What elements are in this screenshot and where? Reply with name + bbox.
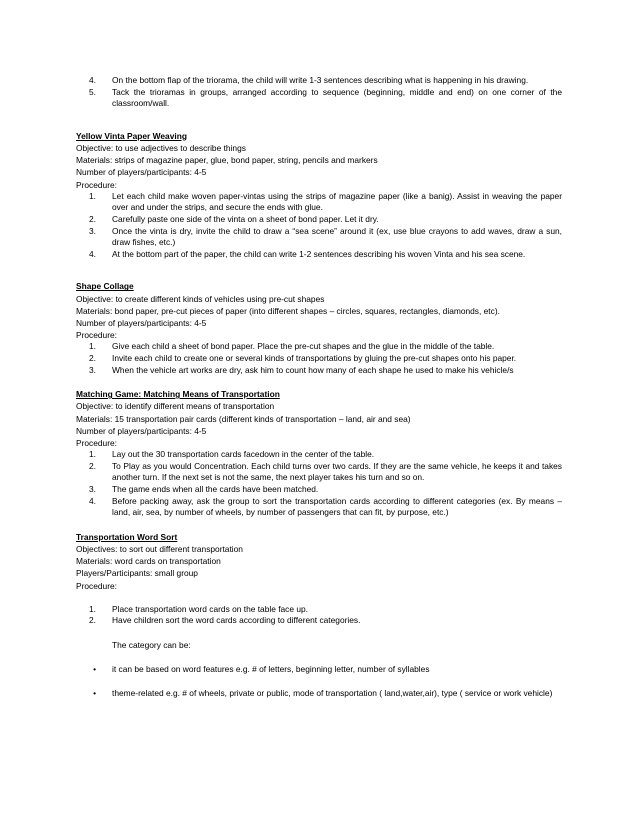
list-text: Lay out the 30 transportation cards facedown in the center of the table. bbox=[112, 449, 375, 460]
category-intro: The category can be: bbox=[112, 639, 191, 650]
list-item bbox=[76, 341, 562, 353]
list-item bbox=[76, 353, 562, 365]
section-line: Number of players/participants: 4-5 bbox=[76, 167, 207, 178]
list-text: When the vehicle art works are dry, ask him to count how many of each shape he used to make his vehicle/s bbox=[112, 364, 514, 375]
section-line: Materials: word cards on transportation bbox=[76, 556, 221, 567]
section-line: Materials: strips of magazine paper, glue, bond paper, string, pencils and markers bbox=[76, 155, 378, 166]
list-number: 3. bbox=[89, 483, 96, 494]
section-line: Number of players/participants: 4-5 bbox=[76, 425, 207, 436]
list-text: Once the vinta is dry, invite the child to draw a “sea scene” around it (ex, use blue crayons to add waves, draw a sun, draw fishes, etc.) bbox=[112, 225, 562, 248]
section-line: Objective: to identify different means of transportation bbox=[76, 401, 275, 412]
list-item bbox=[76, 449, 562, 461]
list-number: 4. bbox=[89, 495, 96, 506]
section-matching-game bbox=[76, 388, 562, 519]
list-text: Invite each child to create one or several kinds of transportations by gluing the pre-cut shapes onto his paper. bbox=[112, 352, 517, 363]
list-number: 3. bbox=[89, 364, 96, 375]
list-number: 1. bbox=[89, 603, 96, 614]
list-text: Before packing away, ask the group to sort the transportation cards according to different categories (ex. By means – land, air, sea, by number of wheels, by number of passengers that can fit, by purpose, etc.) bbox=[112, 495, 562, 518]
section-line: Players/Participants: small group bbox=[76, 568, 198, 579]
list-text: On the bottom flap of the triorama, the child will write 1-3 sentences describing what is happening in his drawing. bbox=[112, 75, 529, 85]
bullet-item bbox=[76, 663, 562, 675]
section-word-sort bbox=[76, 531, 562, 699]
section-line: Objective: to use adjectives to describe things bbox=[76, 142, 246, 153]
section-line: Number of players/participants: 4-5 bbox=[76, 317, 207, 328]
list-number: 2. bbox=[89, 460, 96, 471]
list-text: The game ends when all the cards have been matched. bbox=[112, 483, 319, 494]
list-text: At the bottom part of the paper, the child can write 1-2 sentences describing his woven Vinta and his sea scene. bbox=[112, 248, 526, 259]
list-item bbox=[76, 615, 562, 627]
procedure-list bbox=[76, 341, 562, 376]
intro-list bbox=[76, 75, 562, 110]
bullet-text: theme-related e.g. # of wheels, private or public, mode of transportation ( land,water,air), type ( service or work vehicle) bbox=[112, 687, 553, 698]
procedure-list bbox=[76, 449, 562, 519]
bullet-text: it can be based on word features e.g. # of letters, beginning letter, number of syllables bbox=[112, 663, 430, 674]
list-text: Give each child a sheet of bond paper. Place the pre-cut shapes and the glue in the middle of the table. bbox=[112, 341, 495, 352]
list-number: 1. bbox=[89, 449, 96, 460]
list-text: Have children sort the word cards according to different categories. bbox=[112, 615, 361, 626]
list-number: 5. bbox=[89, 86, 96, 97]
section-line: Objectives: to sort out different transportation bbox=[76, 543, 243, 554]
list-item bbox=[76, 365, 562, 377]
bullet-icon: • bbox=[93, 663, 96, 674]
list-text: Place transportation word cards on the table face up. bbox=[112, 603, 308, 614]
list-text: Carefully paste one side of the vinta on a sheet of bond paper. Let it dry. bbox=[112, 213, 379, 224]
section-line: Materials: 15 transportation pair cards (different kinds of transportation – land, air and sea) bbox=[76, 413, 411, 424]
list-text: To Play as you would Concentration. Each child turns over two cards. If they are the same vehicle, he keeps it and takes another turn. If the next set is not the same, the next player takes his turn and so on. bbox=[112, 460, 562, 483]
procedure-list bbox=[76, 604, 562, 627]
section-line: Procedure: bbox=[76, 330, 117, 341]
list-item bbox=[76, 249, 562, 261]
list-number: 4. bbox=[89, 75, 96, 85]
section-line: Procedure: bbox=[76, 179, 117, 190]
list-number: 1. bbox=[89, 341, 96, 352]
list-item bbox=[76, 214, 562, 226]
section-line: Objective: to create different kinds of vehicles using pre-cut shapes bbox=[76, 293, 325, 304]
list-item bbox=[76, 484, 562, 496]
section-line: Materials: bond paper, pre-cut pieces of paper (into different shapes – circles, squares, rectangles, diamonds, etc). bbox=[76, 305, 500, 316]
section-title: Transportation Word Sort bbox=[76, 531, 178, 542]
section-title: Matching Game: Matching Means of Transportation bbox=[76, 389, 280, 400]
list-item bbox=[76, 496, 562, 519]
list-number: 2. bbox=[89, 352, 96, 363]
list-item bbox=[76, 87, 562, 110]
list-text: Let each child make woven paper-vintas using the strips of magazine paper (like a banig). Assist in weaving the paper over and under the strips, and secure the ends with glue. bbox=[112, 190, 562, 213]
list-item bbox=[76, 226, 562, 249]
list-item bbox=[76, 191, 562, 214]
list-item bbox=[76, 461, 562, 484]
list-number: 3. bbox=[89, 225, 96, 236]
list-number: 2. bbox=[89, 213, 96, 224]
section-line: Procedure: bbox=[76, 580, 117, 591]
list-item bbox=[76, 604, 562, 616]
list-item bbox=[76, 75, 562, 87]
bullet-icon: • bbox=[93, 687, 96, 698]
procedure-list bbox=[76, 191, 562, 261]
section-shape-collage bbox=[76, 280, 562, 376]
list-number: 4. bbox=[89, 248, 96, 259]
list-text: Tack the trioramas in groups, arranged according to sequence (beginning, middle and end) on one corner of the classroom/wall. bbox=[112, 86, 562, 109]
bullet-item bbox=[76, 687, 562, 699]
section-yellow-vinta bbox=[76, 130, 562, 261]
section-title: Yellow Vinta Paper Weaving bbox=[76, 130, 187, 141]
list-number: 1. bbox=[89, 190, 96, 201]
section-line: Procedure: bbox=[76, 437, 117, 448]
list-number: 2. bbox=[89, 615, 96, 626]
section-title: Shape Collage bbox=[76, 281, 134, 292]
